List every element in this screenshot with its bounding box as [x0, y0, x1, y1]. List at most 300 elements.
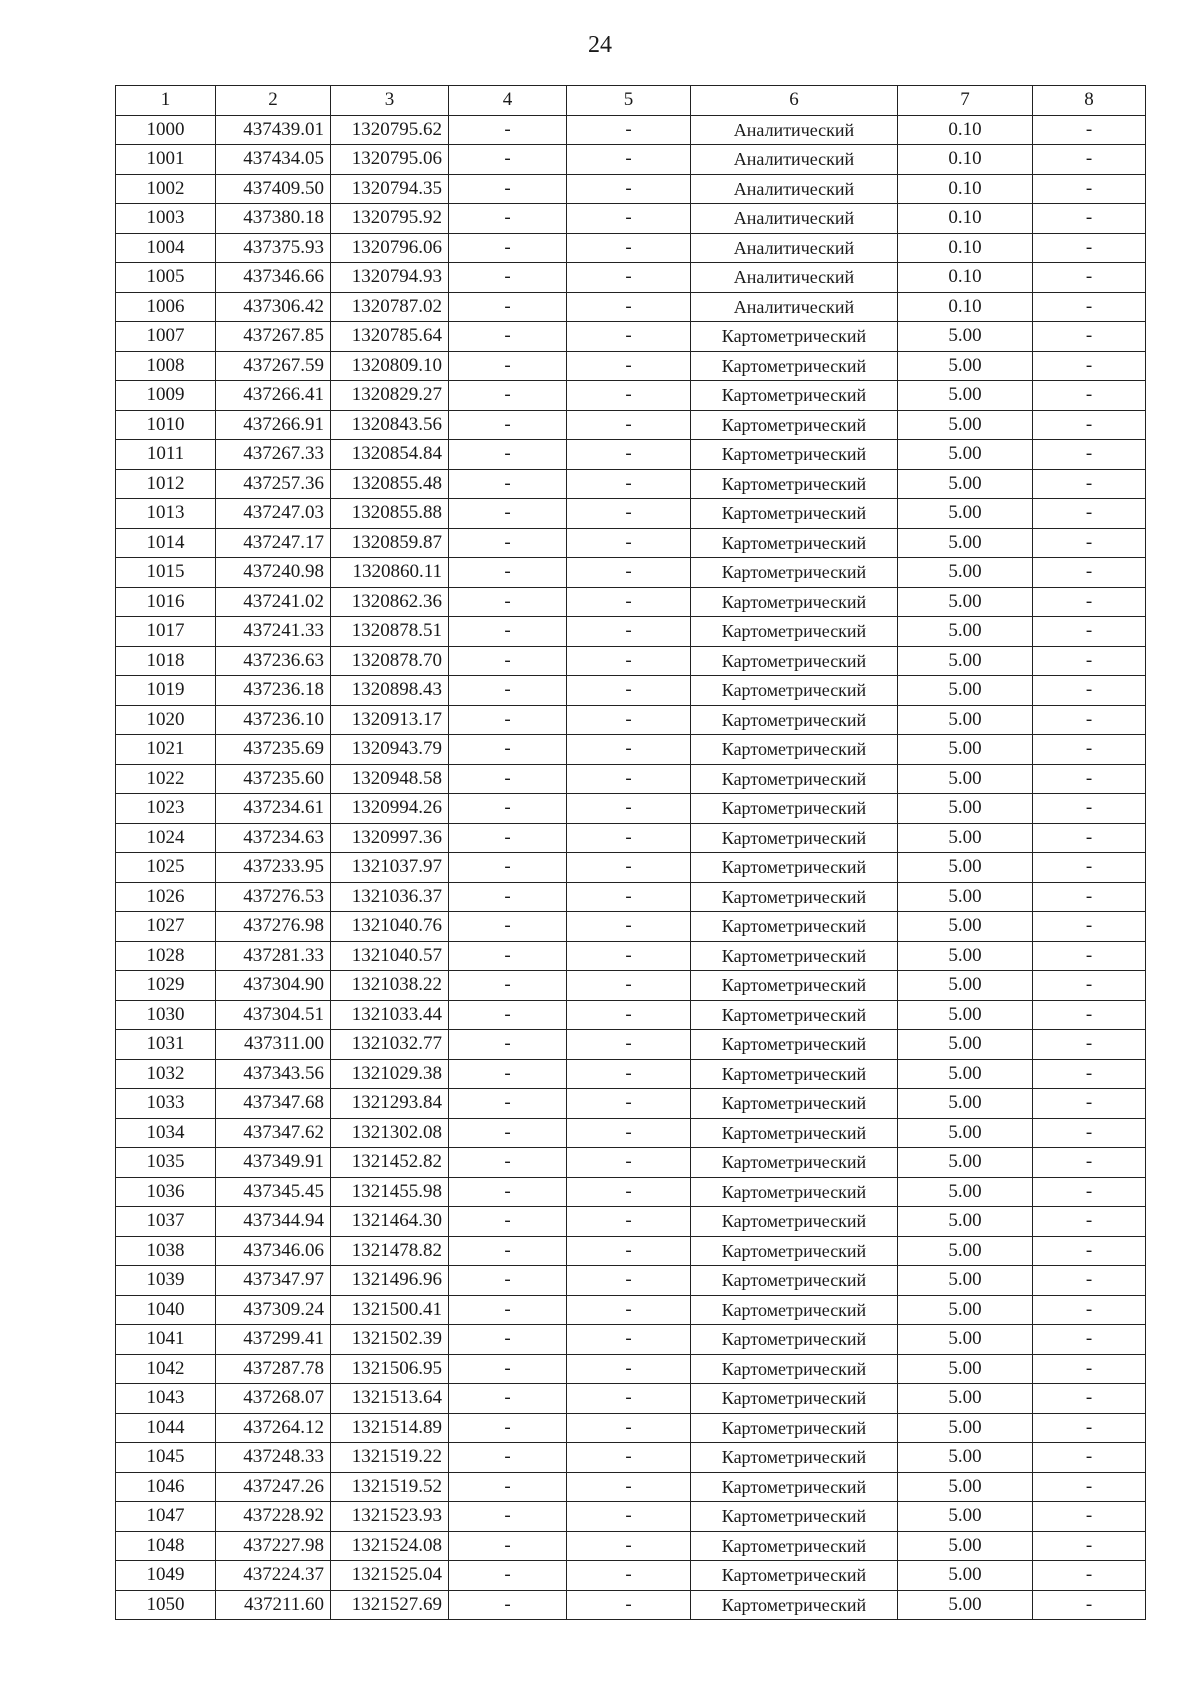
y-coordinate-cell: 1320994.26	[331, 794, 449, 824]
method-cell: Картометрический	[691, 558, 898, 588]
point-number-cell: 1043	[116, 1384, 216, 1414]
x-coordinate-cell: 437236.10	[216, 705, 331, 735]
table-row	[116, 174, 1146, 204]
column-8-cell: -	[1033, 764, 1146, 794]
point-number-cell: 1025	[116, 853, 216, 883]
column-5-cell: -	[567, 1177, 691, 1207]
table-row	[116, 558, 1146, 588]
column-5-cell: -	[567, 381, 691, 411]
method-cell: Картометрический	[691, 1531, 898, 1561]
column-8-cell: -	[1033, 617, 1146, 647]
point-number-cell: 1030	[116, 1000, 216, 1030]
table-row	[116, 646, 1146, 676]
point-number-cell: 1009	[116, 381, 216, 411]
column-8-cell: -	[1033, 1177, 1146, 1207]
point-number-cell: 1042	[116, 1354, 216, 1384]
column-5-cell: -	[567, 794, 691, 824]
y-coordinate-cell: 1321527.69	[331, 1590, 449, 1620]
accuracy-cell: 5.00	[898, 1472, 1033, 1502]
method-cell: Картометрический	[691, 1384, 898, 1414]
method-cell: Картометрический	[691, 912, 898, 942]
x-coordinate-cell: 437343.56	[216, 1059, 331, 1089]
column-5-cell: -	[567, 558, 691, 588]
x-coordinate-cell: 437224.37	[216, 1561, 331, 1591]
column-5-cell: -	[567, 941, 691, 971]
x-coordinate-cell: 437276.98	[216, 912, 331, 942]
column-5-cell: -	[567, 292, 691, 322]
table-row	[116, 1295, 1146, 1325]
column-4-cell: -	[449, 1089, 567, 1119]
column-8-cell: -	[1033, 1472, 1146, 1502]
x-coordinate-cell: 437236.63	[216, 646, 331, 676]
column-5-cell: -	[567, 587, 691, 617]
table-header	[116, 86, 1146, 116]
column-5-cell: -	[567, 1207, 691, 1237]
method-cell: Аналитический	[691, 204, 898, 234]
table-row	[116, 1413, 1146, 1443]
point-number-cell: 1050	[116, 1590, 216, 1620]
column-5-cell: -	[567, 617, 691, 647]
x-coordinate-cell: 437434.05	[216, 145, 331, 175]
accuracy-cell: 5.00	[898, 676, 1033, 706]
column-5-cell: -	[567, 204, 691, 234]
method-cell: Картометрический	[691, 941, 898, 971]
accuracy-cell: 5.00	[898, 1000, 1033, 1030]
column-8-cell: -	[1033, 1561, 1146, 1591]
accuracy-cell: 5.00	[898, 1413, 1033, 1443]
column-5-cell: -	[567, 145, 691, 175]
y-coordinate-cell: 1321455.98	[331, 1177, 449, 1207]
x-coordinate-cell: 437268.07	[216, 1384, 331, 1414]
column-4-cell: -	[449, 469, 567, 499]
accuracy-cell: 5.00	[898, 912, 1033, 942]
accuracy-cell: 5.00	[898, 735, 1033, 765]
column-4-cell: -	[449, 587, 567, 617]
y-coordinate-cell: 1320794.35	[331, 174, 449, 204]
accuracy-cell: 5.00	[898, 1207, 1033, 1237]
method-cell: Картометрический	[691, 1354, 898, 1384]
column-4-cell: -	[449, 1000, 567, 1030]
accuracy-cell: 5.00	[898, 971, 1033, 1001]
column-8-cell: -	[1033, 145, 1146, 175]
x-coordinate-cell: 437241.33	[216, 617, 331, 647]
method-cell: Картометрический	[691, 1059, 898, 1089]
y-coordinate-cell: 1321496.96	[331, 1266, 449, 1296]
column-8-cell: -	[1033, 1354, 1146, 1384]
method-cell: Картометрический	[691, 1472, 898, 1502]
column-5-cell: -	[567, 1030, 691, 1060]
y-coordinate-cell: 1321525.04	[331, 1561, 449, 1591]
column-5-cell: -	[567, 1561, 691, 1591]
column-4-cell: -	[449, 1354, 567, 1384]
point-number-cell: 1044	[116, 1413, 216, 1443]
accuracy-cell: 0.10	[898, 233, 1033, 263]
point-number-cell: 1004	[116, 233, 216, 263]
column-8-cell: -	[1033, 1266, 1146, 1296]
point-number-cell: 1045	[116, 1443, 216, 1473]
x-coordinate-cell: 437347.97	[216, 1266, 331, 1296]
table-row	[116, 381, 1146, 411]
x-coordinate-cell: 437439.01	[216, 115, 331, 145]
column-4-cell: -	[449, 735, 567, 765]
method-cell: Картометрический	[691, 1443, 898, 1473]
method-cell: Картометрический	[691, 1148, 898, 1178]
table-row	[116, 1266, 1146, 1296]
y-coordinate-cell: 1320796.06	[331, 233, 449, 263]
table-row	[116, 440, 1146, 470]
column-8-cell: -	[1033, 469, 1146, 499]
coordinates-table	[115, 85, 1146, 1620]
method-cell: Картометрический	[691, 823, 898, 853]
column-5-cell: -	[567, 1354, 691, 1384]
point-number-cell: 1027	[116, 912, 216, 942]
y-coordinate-cell: 1321524.08	[331, 1531, 449, 1561]
column-5-cell: -	[567, 322, 691, 352]
column-5-cell: -	[567, 764, 691, 794]
accuracy-cell: 5.00	[898, 1089, 1033, 1119]
column-4-cell: -	[449, 1295, 567, 1325]
accuracy-cell: 5.00	[898, 587, 1033, 617]
accuracy-cell: 5.00	[898, 941, 1033, 971]
column-5-cell: -	[567, 853, 691, 883]
method-cell: Картометрический	[691, 882, 898, 912]
column-4-cell: -	[449, 1472, 567, 1502]
x-coordinate-cell: 437240.98	[216, 558, 331, 588]
y-coordinate-cell: 1320794.93	[331, 263, 449, 293]
y-coordinate-cell: 1321452.82	[331, 1148, 449, 1178]
point-number-cell: 1018	[116, 646, 216, 676]
column-5-cell: -	[567, 1266, 691, 1296]
x-coordinate-cell: 437234.63	[216, 823, 331, 853]
method-cell: Картометрический	[691, 1177, 898, 1207]
column-5-cell: -	[567, 1000, 691, 1030]
column-4-cell: -	[449, 381, 567, 411]
method-cell: Картометрический	[691, 351, 898, 381]
table-row	[116, 1502, 1146, 1532]
accuracy-cell: 5.00	[898, 440, 1033, 470]
accuracy-cell: 5.00	[898, 1148, 1033, 1178]
accuracy-cell: 5.00	[898, 823, 1033, 853]
column-8-cell: -	[1033, 174, 1146, 204]
column-5-cell: -	[567, 1502, 691, 1532]
accuracy-cell: 0.10	[898, 263, 1033, 293]
column-8-cell: -	[1033, 882, 1146, 912]
point-number-cell: 1016	[116, 587, 216, 617]
y-coordinate-cell: 1320878.51	[331, 617, 449, 647]
header-row	[116, 86, 1146, 116]
method-cell: Картометрический	[691, 853, 898, 883]
column-4-cell: -	[449, 440, 567, 470]
column-5-cell: -	[567, 1118, 691, 1148]
column-5-cell: -	[567, 1059, 691, 1089]
table-row	[116, 322, 1146, 352]
column-5-cell: -	[567, 1413, 691, 1443]
y-coordinate-cell: 1320795.92	[331, 204, 449, 234]
table-row	[116, 1059, 1146, 1089]
accuracy-cell: 0.10	[898, 145, 1033, 175]
column-8-cell: -	[1033, 1325, 1146, 1355]
method-cell: Картометрический	[691, 794, 898, 824]
method-cell: Картометрический	[691, 1413, 898, 1443]
y-coordinate-cell: 1321302.08	[331, 1118, 449, 1148]
column-4-cell: -	[449, 823, 567, 853]
accuracy-cell: 5.00	[898, 1384, 1033, 1414]
column-header: 1	[116, 86, 216, 116]
point-number-cell: 1023	[116, 794, 216, 824]
column-5-cell: -	[567, 1472, 691, 1502]
y-coordinate-cell: 1321029.38	[331, 1059, 449, 1089]
point-number-cell: 1021	[116, 735, 216, 765]
y-coordinate-cell: 1321040.76	[331, 912, 449, 942]
accuracy-cell: 0.10	[898, 292, 1033, 322]
column-8-cell: -	[1033, 322, 1146, 352]
point-number-cell: 1031	[116, 1030, 216, 1060]
column-4-cell: -	[449, 1030, 567, 1060]
y-coordinate-cell: 1321293.84	[331, 1089, 449, 1119]
column-8-cell: -	[1033, 381, 1146, 411]
column-4-cell: -	[449, 233, 567, 263]
y-coordinate-cell: 1320795.62	[331, 115, 449, 145]
column-5-cell: -	[567, 351, 691, 381]
column-5-cell: -	[567, 1531, 691, 1561]
column-8-cell: -	[1033, 1000, 1146, 1030]
x-coordinate-cell: 437247.17	[216, 528, 331, 558]
table-row	[116, 499, 1146, 529]
point-number-cell: 1047	[116, 1502, 216, 1532]
accuracy-cell: 5.00	[898, 322, 1033, 352]
y-coordinate-cell: 1321038.22	[331, 971, 449, 1001]
point-number-cell: 1017	[116, 617, 216, 647]
y-coordinate-cell: 1321040.57	[331, 941, 449, 971]
method-cell: Картометрический	[691, 1030, 898, 1060]
accuracy-cell: 5.00	[898, 1590, 1033, 1620]
point-number-cell: 1012	[116, 469, 216, 499]
column-4-cell: -	[449, 351, 567, 381]
column-4-cell: -	[449, 794, 567, 824]
column-4-cell: -	[449, 1384, 567, 1414]
column-5-cell: -	[567, 440, 691, 470]
x-coordinate-cell: 437266.91	[216, 410, 331, 440]
column-8-cell: -	[1033, 1502, 1146, 1532]
x-coordinate-cell: 437375.93	[216, 233, 331, 263]
y-coordinate-cell: 1321513.64	[331, 1384, 449, 1414]
y-coordinate-cell: 1320997.36	[331, 823, 449, 853]
table-row	[116, 351, 1146, 381]
column-4-cell: -	[449, 971, 567, 1001]
accuracy-cell: 0.10	[898, 204, 1033, 234]
y-coordinate-cell: 1321032.77	[331, 1030, 449, 1060]
column-8-cell: -	[1033, 1059, 1146, 1089]
column-8-cell: -	[1033, 292, 1146, 322]
y-coordinate-cell: 1321519.52	[331, 1472, 449, 1502]
point-number-cell: 1036	[116, 1177, 216, 1207]
column-5-cell: -	[567, 1236, 691, 1266]
x-coordinate-cell: 437267.85	[216, 322, 331, 352]
accuracy-cell: 5.00	[898, 351, 1033, 381]
point-number-cell: 1020	[116, 705, 216, 735]
table-row	[116, 705, 1146, 735]
column-8-cell: -	[1033, 705, 1146, 735]
column-8-cell: -	[1033, 528, 1146, 558]
table-row	[116, 1384, 1146, 1414]
y-coordinate-cell: 1320854.84	[331, 440, 449, 470]
accuracy-cell: 5.00	[898, 1561, 1033, 1591]
method-cell: Аналитический	[691, 233, 898, 263]
x-coordinate-cell: 437241.02	[216, 587, 331, 617]
column-4-cell: -	[449, 145, 567, 175]
x-coordinate-cell: 437347.68	[216, 1089, 331, 1119]
column-8-cell: -	[1033, 1590, 1146, 1620]
column-4-cell: -	[449, 292, 567, 322]
y-coordinate-cell: 1321033.44	[331, 1000, 449, 1030]
accuracy-cell: 5.00	[898, 558, 1033, 588]
column-4-cell: -	[449, 617, 567, 647]
table-row	[116, 263, 1146, 293]
x-coordinate-cell: 437311.00	[216, 1030, 331, 1060]
column-header: 8	[1033, 86, 1146, 116]
column-5-cell: -	[567, 1443, 691, 1473]
point-number-cell: 1041	[116, 1325, 216, 1355]
column-4-cell: -	[449, 1325, 567, 1355]
x-coordinate-cell: 437346.06	[216, 1236, 331, 1266]
table-row	[116, 971, 1146, 1001]
table-row	[116, 1354, 1146, 1384]
table-row	[116, 1207, 1146, 1237]
y-coordinate-cell: 1321500.41	[331, 1295, 449, 1325]
column-8-cell: -	[1033, 558, 1146, 588]
method-cell: Картометрический	[691, 469, 898, 499]
accuracy-cell: 5.00	[898, 1236, 1033, 1266]
x-coordinate-cell: 437267.33	[216, 440, 331, 470]
column-8-cell: -	[1033, 1295, 1146, 1325]
column-8-cell: -	[1033, 971, 1146, 1001]
y-coordinate-cell: 1320787.02	[331, 292, 449, 322]
y-coordinate-cell: 1321506.95	[331, 1354, 449, 1384]
column-header: 6	[691, 86, 898, 116]
column-4-cell: -	[449, 322, 567, 352]
column-4-cell: -	[449, 1118, 567, 1148]
point-number-cell: 1026	[116, 882, 216, 912]
accuracy-cell: 5.00	[898, 705, 1033, 735]
method-cell: Аналитический	[691, 263, 898, 293]
accuracy-cell: 5.00	[898, 1118, 1033, 1148]
x-coordinate-cell: 437287.78	[216, 1354, 331, 1384]
column-header: 5	[567, 86, 691, 116]
accuracy-cell: 5.00	[898, 853, 1033, 883]
accuracy-cell: 5.00	[898, 410, 1033, 440]
y-coordinate-cell: 1320862.36	[331, 587, 449, 617]
column-header: 3	[331, 86, 449, 116]
point-number-cell: 1010	[116, 410, 216, 440]
accuracy-cell: 5.00	[898, 381, 1033, 411]
table-row	[116, 1177, 1146, 1207]
x-coordinate-cell: 437309.24	[216, 1295, 331, 1325]
method-cell: Картометрический	[691, 1236, 898, 1266]
point-number-cell: 1039	[116, 1266, 216, 1296]
accuracy-cell: 5.00	[898, 1295, 1033, 1325]
table-row	[116, 469, 1146, 499]
table-row	[116, 764, 1146, 794]
x-coordinate-cell: 437248.33	[216, 1443, 331, 1473]
table-body	[116, 115, 1146, 1620]
column-4-cell: -	[449, 204, 567, 234]
y-coordinate-cell: 1320878.70	[331, 646, 449, 676]
table-row	[116, 528, 1146, 558]
y-coordinate-cell: 1320809.10	[331, 351, 449, 381]
accuracy-cell: 5.00	[898, 882, 1033, 912]
column-8-cell: -	[1033, 351, 1146, 381]
point-number-cell: 1032	[116, 1059, 216, 1089]
column-5-cell: -	[567, 499, 691, 529]
column-4-cell: -	[449, 1531, 567, 1561]
column-5-cell: -	[567, 882, 691, 912]
y-coordinate-cell: 1320855.48	[331, 469, 449, 499]
column-4-cell: -	[449, 1207, 567, 1237]
column-4-cell: -	[449, 705, 567, 735]
column-8-cell: -	[1033, 440, 1146, 470]
column-4-cell: -	[449, 1148, 567, 1178]
method-cell: Картометрический	[691, 705, 898, 735]
method-cell: Картометрический	[691, 971, 898, 1001]
x-coordinate-cell: 437247.03	[216, 499, 331, 529]
column-5-cell: -	[567, 410, 691, 440]
column-8-cell: -	[1033, 676, 1146, 706]
column-4-cell: -	[449, 1590, 567, 1620]
table-row	[116, 882, 1146, 912]
point-number-cell: 1015	[116, 558, 216, 588]
column-4-cell: -	[449, 646, 567, 676]
column-5-cell: -	[567, 1384, 691, 1414]
point-number-cell: 1029	[116, 971, 216, 1001]
method-cell: Картометрический	[691, 1325, 898, 1355]
column-8-cell: -	[1033, 853, 1146, 883]
y-coordinate-cell: 1320859.87	[331, 528, 449, 558]
point-number-cell: 1040	[116, 1295, 216, 1325]
x-coordinate-cell: 437234.61	[216, 794, 331, 824]
column-5-cell: -	[567, 115, 691, 145]
column-5-cell: -	[567, 1089, 691, 1119]
column-5-cell: -	[567, 233, 691, 263]
method-cell: Картометрический	[691, 528, 898, 558]
accuracy-cell: 5.00	[898, 1325, 1033, 1355]
column-header: 2	[216, 86, 331, 116]
method-cell: Картометрический	[691, 1207, 898, 1237]
method-cell: Картометрический	[691, 381, 898, 411]
point-number-cell: 1014	[116, 528, 216, 558]
table-row	[116, 617, 1146, 647]
y-coordinate-cell: 1320943.79	[331, 735, 449, 765]
x-coordinate-cell: 437211.60	[216, 1590, 331, 1620]
x-coordinate-cell: 437227.98	[216, 1531, 331, 1561]
point-number-cell: 1008	[116, 351, 216, 381]
column-4-cell: -	[449, 764, 567, 794]
y-coordinate-cell: 1320855.88	[331, 499, 449, 529]
table-row	[116, 1000, 1146, 1030]
x-coordinate-cell: 437266.41	[216, 381, 331, 411]
column-4-cell: -	[449, 1177, 567, 1207]
accuracy-cell: 5.00	[898, 1502, 1033, 1532]
column-4-cell: -	[449, 1059, 567, 1089]
point-number-cell: 1013	[116, 499, 216, 529]
column-4-cell: -	[449, 853, 567, 883]
column-4-cell: -	[449, 1266, 567, 1296]
table-row	[116, 941, 1146, 971]
y-coordinate-cell: 1320898.43	[331, 676, 449, 706]
x-coordinate-cell: 437264.12	[216, 1413, 331, 1443]
column-8-cell: -	[1033, 1207, 1146, 1237]
y-coordinate-cell: 1321514.89	[331, 1413, 449, 1443]
column-5-cell: -	[567, 646, 691, 676]
